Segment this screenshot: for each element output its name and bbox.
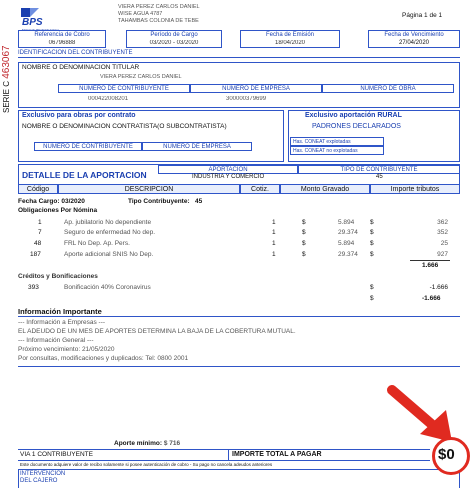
disclaimer: Este documento adquiere valor de recibo solamente si posee autenticación de cobro - Su pago no cancela adeudos anteriores	[20, 462, 273, 467]
info-rule-bottom	[18, 366, 460, 367]
page-number: Página 1 de 1	[402, 12, 443, 19]
row-cur: $	[302, 229, 306, 236]
row-desc: Seguro de enfermedad No dep.	[64, 229, 156, 236]
row-cur2: $	[370, 284, 374, 291]
period-value: 03/2020 - 03/2020	[149, 40, 199, 46]
company-line-3: TAHAMBAS COLONIA DE TEBE	[118, 18, 199, 24]
row-cur: $	[302, 251, 306, 258]
info-title: Información Importante	[18, 307, 102, 316]
col-importe: Importe tributos	[370, 184, 460, 194]
row-desc: Bonificación 40% Coronavirus	[64, 284, 151, 291]
cashier-box	[18, 469, 460, 488]
col-descripcion: DESCRIPCION	[58, 184, 240, 194]
row-desc: FRL No Dep. Ap. Pers.	[64, 240, 130, 247]
fecha-cargo: Fecha Cargo: 03/2020	[18, 198, 85, 205]
works-title: Exclusivo para obras por contrato	[22, 112, 136, 119]
row-cotiz: 1	[272, 251, 276, 258]
works-ne-label: NUMERO DE EMPRESA	[142, 142, 252, 151]
detail-title: DETALLE DE LA APORTACION	[22, 170, 147, 180]
min-label: Aporte mínimo:	[114, 440, 163, 447]
ref-cobro-box	[18, 30, 106, 48]
row-cur: $	[302, 240, 306, 247]
row-cur: $	[302, 219, 306, 226]
row-imp: 25	[440, 240, 448, 247]
row-monto: 5.894	[338, 240, 355, 247]
creditos-heading: Créditos y Bonificaciones	[18, 273, 98, 280]
subtotal-rule	[410, 260, 450, 261]
row-cur2: $	[370, 251, 374, 258]
logo-subtitle: BANCO DE PREVISION SOCIAL	[22, 29, 60, 32]
info-line: --- Información a Empresas ---	[18, 319, 106, 326]
col-codigo: Código	[18, 184, 58, 194]
row-code: 7	[38, 229, 42, 236]
obligaciones-heading: Obligaciones Por Nómina	[18, 207, 98, 214]
col-monto: Monto Gravado	[280, 184, 370, 194]
ne-label: NUMERO DE EMPRESA	[190, 84, 322, 93]
period-label: Período de Cargo	[150, 32, 198, 38]
subtotal: 1.666	[422, 262, 439, 269]
row-cotiz: 1	[272, 229, 276, 236]
serie-label	[1, 28, 13, 113]
contributor-section-title: IDENTIFICACION DEL CONTRIBUYENTE	[18, 50, 460, 58]
cashier-label: DEL CAJERO	[20, 478, 58, 484]
info-rule	[18, 316, 460, 317]
titular-name-label: NOMBRE O DENOMINACION TITULAR	[22, 64, 140, 71]
total-label: IMPORTE TOTAL A PAGAR	[232, 451, 322, 458]
footer-mid-rule	[18, 460, 430, 461]
row-monto: 29.374	[338, 229, 358, 236]
row-imp: 362	[437, 219, 448, 226]
works-name-label: NOMBRE O DENOMINACION CONTRATISTA(O SUBCONTRATISTA)	[22, 123, 227, 130]
row-cotiz: 1	[272, 240, 276, 247]
company-line-2: WISE AGUA 4787	[118, 11, 163, 17]
via-label: VIA 1 CONTRIBUYENTE	[20, 451, 93, 458]
aport-label: APORTACION	[158, 165, 298, 174]
no-label: NUMERO DE OBRA	[322, 84, 454, 93]
footer-top-rule	[18, 449, 430, 450]
total-value: $0	[438, 446, 455, 463]
emission-label: Fecha de Emisión	[265, 32, 315, 38]
rural-title: Exclusivo aportación RURAL	[305, 112, 402, 119]
titular-name-value: VIERA PEREZ CARLOS DANIEL	[100, 74, 182, 80]
intervention-label: INTERVENCION	[20, 471, 66, 477]
row-monto: 29.374	[338, 251, 358, 258]
info-line: Por consultas, modificaciones y duplicados: Tel: 0800 2001	[18, 355, 189, 362]
info-line: Próximo vencimiento: 21/05/2020	[18, 346, 115, 353]
logo-text: BPS	[22, 17, 43, 28]
min-contribution	[114, 440, 180, 447]
row-imp: 927	[437, 251, 448, 258]
min-value: $ 716	[163, 440, 181, 447]
ref-cobro-label: Referencia de Cobro	[34, 32, 90, 38]
row-code: 187	[30, 251, 41, 258]
row-code: 1	[38, 219, 42, 226]
tipo-contribuyente: Tipo Contribuyente: 45	[128, 198, 203, 205]
emission-value: 18/04/2020	[274, 40, 306, 46]
row-cur2: $	[370, 229, 374, 236]
serie-text: SERIE C	[2, 80, 11, 113]
row-desc: Ap. jubilatorio No dependiente	[64, 219, 152, 226]
row-code: 393	[28, 284, 39, 291]
row-code: 48	[34, 240, 42, 247]
info-line: EL ADEUDO DE UN MES DE APORTES DETERMINA LA BAJA DE LA COBERTURA MUTUAL.	[18, 328, 296, 335]
credit-total: -1.666	[422, 295, 441, 302]
row-desc: Aporte adicional SNIS No Dep.	[64, 251, 154, 258]
company-line-1: VIERA PEREZ CARLOS DANIEL	[118, 4, 200, 10]
row-cotiz: 1	[272, 219, 276, 226]
due-box	[368, 30, 460, 48]
ne-value: 300000379699	[226, 96, 267, 102]
nc-value: 000422008201	[88, 96, 129, 102]
serie-number: 463067	[1, 45, 12, 79]
col-cotiz: Cotiz.	[240, 184, 280, 194]
works-nc-label: NUMERO DE CONTRIBUYENTE	[34, 142, 142, 151]
tipo-value: 45	[376, 174, 383, 180]
period-box	[126, 30, 222, 48]
emission-box	[240, 30, 340, 48]
aport-value: INDUSTRIA Y COMERCIO	[192, 174, 265, 180]
row-cur2: $	[370, 219, 374, 226]
row-cur2: $	[370, 240, 374, 247]
info-line: --- Información General ---	[18, 337, 94, 344]
rural-has2: Has. CONEAT no explotadas	[290, 146, 384, 155]
rural-has1: Has. CONEAT explotadas	[290, 137, 384, 146]
due-value: 27/04/2020	[398, 40, 430, 46]
row-monto: 5.894	[338, 219, 355, 226]
nc-label: NUMERO DE CONTRIBUYENTE	[58, 84, 190, 93]
row-imp: -1.666	[429, 284, 448, 291]
tipo-label: TIPO DE CONTRIBUYENTE	[298, 165, 460, 174]
rural-sub: PADRONES DECLARADOS	[312, 123, 401, 130]
ref-cobro-value: 06796888	[48, 40, 76, 46]
row-imp: 352	[437, 229, 448, 236]
credit-total-cur: $	[370, 295, 374, 302]
due-label: Fecha de Vencimiento	[384, 32, 444, 38]
